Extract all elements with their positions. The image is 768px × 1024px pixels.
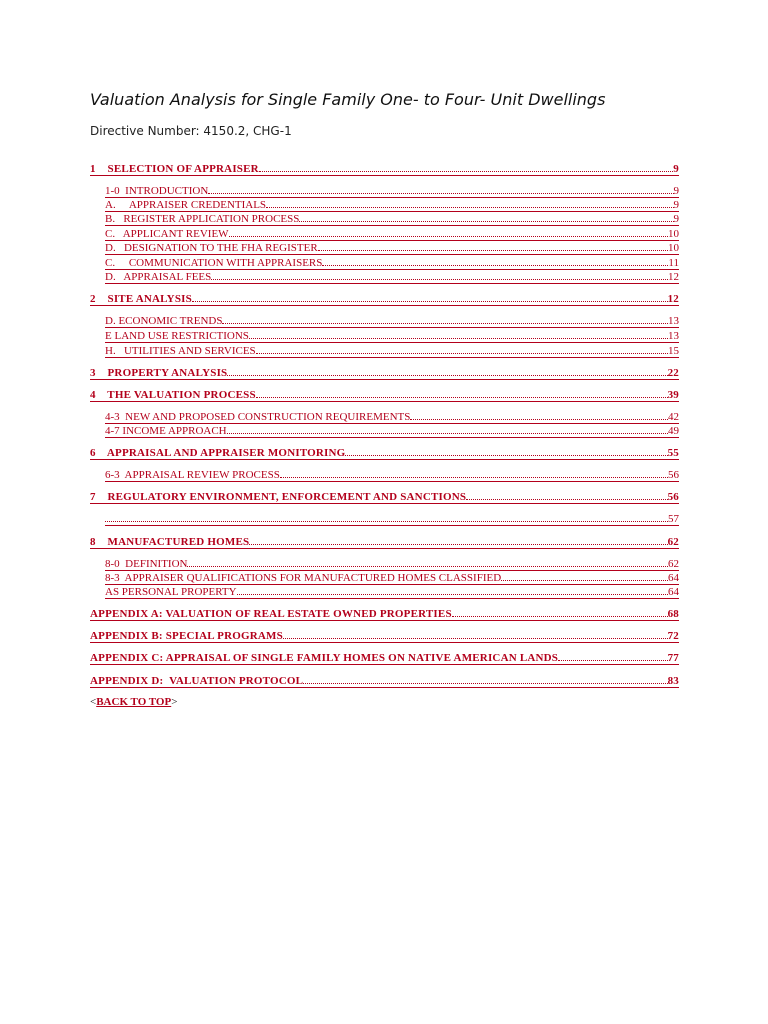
toc-entry-manufactured-homes[interactable]: [90, 535, 679, 549]
toc-leader: [227, 368, 667, 380]
toc-entry-label: APPENDIX C: APPRAISAL OF SINGLE FAMILY HOMES ON NATIVE AMERICAN LANDS: [90, 652, 559, 664]
toc-leader: [318, 243, 668, 255]
toc-entry-page: 9: [673, 213, 679, 225]
toc-leader: [299, 214, 673, 226]
toc-entry-label: 1 SELECTION OF APPRAISER: [90, 163, 259, 175]
toc-entry-economic-trends[interactable]: [105, 314, 679, 328]
toc-entry-communication-with-appraisers[interactable]: [105, 256, 679, 270]
toc-leader: [283, 631, 668, 643]
toc-leader: [227, 426, 668, 438]
toc-entry-page: 13: [668, 315, 679, 327]
toc-entry-appendix-c[interactable]: [90, 651, 679, 665]
toc-leader: [322, 258, 668, 270]
back-to-top-line: [90, 696, 177, 708]
toc-entry-page: 12: [667, 293, 679, 305]
toc-leader: [208, 186, 673, 198]
toc-entry-label: 3 PROPERTY ANALYSIS: [90, 367, 228, 379]
toc-entry-label: 1-0 INTRODUCTION: [105, 185, 209, 197]
toc-entry-page: 56: [668, 469, 679, 481]
toc-leader: [256, 390, 668, 402]
toc-entry-page: 55: [667, 447, 679, 459]
toc-leader: [192, 294, 668, 306]
directive-number: Directive Number: 4150.2, CHG-1: [90, 124, 292, 138]
toc-entry-label: APPENDIX A: VALUATION OF REAL ESTATE OWNED PROPERTIES: [90, 608, 452, 620]
toc-entry-page: 11: [668, 257, 679, 269]
toc-entry-appraiser-credentials[interactable]: [105, 198, 679, 212]
toc-entry-label: 8 MANUFACTURED HOMES: [90, 536, 250, 548]
toc-leader: [249, 331, 668, 343]
toc-entry-label: H. UTILITIES AND SERVICES: [105, 345, 256, 357]
toc-entry-selection-of-appraiser[interactable]: [90, 162, 679, 176]
toc-leader: [266, 200, 673, 212]
toc-entry-page: 9: [673, 199, 679, 211]
toc-entry-appraisal-review-process[interactable]: [105, 468, 679, 482]
toc-entry-page: 9: [673, 163, 679, 175]
toc-entry-label: 4 THE VALUATION PROCESS: [90, 389, 256, 401]
back-to-top-link[interactable]: BACK TO TOP: [96, 696, 172, 708]
toc-entry-designation-fha-register[interactable]: [105, 241, 679, 255]
toc-entry-as-personal-property[interactable]: [105, 585, 679, 599]
toc-entry-page: 15: [668, 345, 679, 357]
toc-entry-label: B. REGISTER APPLICATION PROCESS: [105, 213, 300, 225]
toc-leader: [187, 559, 668, 571]
toc-entry-utilities-and-services[interactable]: [105, 344, 679, 358]
toc-entry-introduction[interactable]: [105, 184, 679, 198]
toc-leader: [105, 514, 668, 526]
toc-entry-appraiser-qualifications[interactable]: [105, 571, 679, 585]
toc-leader: [211, 272, 668, 284]
toc-entry-label: APPENDIX D: VALUATION PROTOCOL: [90, 675, 304, 687]
toc-entry-label: D. APPRAISAL FEES: [105, 271, 212, 283]
toc-entry-page: 13: [668, 330, 679, 342]
toc-leader: [452, 609, 668, 621]
toc-entry-label: 4-7 INCOME APPROACH: [105, 425, 227, 437]
toc-entry-label: 6 APPRAISAL AND APPRAISER MONITORING: [90, 447, 346, 459]
toc-leader: [249, 537, 667, 549]
toc-entry-label: APPENDIX B: SPECIAL PROGRAMS: [90, 630, 283, 642]
toc-entry-page: 57: [668, 513, 679, 525]
toc-leader: [280, 470, 668, 482]
toc-leader: [303, 676, 667, 688]
toc-entry-page: 22: [667, 367, 679, 379]
toc-entry-page: 10: [668, 242, 679, 254]
toc-leader: [501, 573, 668, 585]
toc-entry-page: 9: [673, 185, 679, 197]
toc-entry-page: 68: [667, 608, 679, 620]
toc-entry-appraisal-fees[interactable]: [105, 270, 679, 284]
toc-entry-property-analysis[interactable]: [90, 366, 679, 380]
toc-entry-page: 62: [668, 558, 679, 570]
toc-entry-label: 6-3 APPRAISAL REVIEW PROCESS: [105, 469, 280, 481]
toc-entry-label: C. APPLICANT REVIEW: [105, 228, 229, 240]
toc-entry-label: D. DESIGNATION TO THE FHA REGISTER: [105, 242, 318, 254]
toc-entry-definition[interactable]: [105, 557, 679, 571]
back-open-bracket: <: [90, 696, 97, 708]
toc-entry-page: 10: [668, 228, 679, 240]
toc-entry-site-analysis[interactable]: [90, 292, 679, 306]
toc-leader: [229, 229, 668, 241]
toc-leader: [410, 412, 668, 424]
toc-entry-label: 4-3 NEW AND PROPOSED CONSTRUCTION REQUIREMENTS: [105, 411, 411, 423]
toc-entry-untitled[interactable]: [105, 512, 679, 526]
toc-leader: [345, 448, 667, 460]
toc-entry-page: 12: [668, 271, 679, 283]
toc-leader: [259, 164, 673, 176]
toc-entry-page: 64: [668, 572, 679, 584]
toc-leader: [558, 653, 667, 665]
document-title: Valuation Analysis for Single Family One- to Four- Unit Dwellings: [90, 90, 606, 109]
toc-entry-page: 42: [668, 411, 679, 423]
toc-entry-label: 8-0 DEFINITION: [105, 558, 188, 570]
toc-entry-applicant-review[interactable]: [105, 227, 679, 241]
toc-entry-page: 72: [667, 630, 679, 642]
toc-entry-new-construction-requirements[interactable]: [105, 410, 679, 424]
toc-entry-valuation-process[interactable]: [90, 388, 679, 402]
toc-entry-appendix-d[interactable]: [90, 674, 679, 688]
toc-entry-page: 49: [668, 425, 679, 437]
toc-leader: [256, 346, 668, 358]
toc-entry-land-use-restrictions[interactable]: [105, 329, 679, 343]
toc-entry-label: 2 SITE ANALYSIS: [90, 293, 192, 305]
toc-entry-appraisal-monitoring[interactable]: [90, 446, 679, 460]
toc-entry-label: 8-3 APPRAISER QUALIFICATIONS FOR MANUFACTURED HOMES CLASSIFIED: [105, 572, 502, 584]
toc-entry-label: D. ECONOMIC TRENDS: [105, 315, 223, 327]
toc-entry-label: AS PERSONAL PROPERTY: [105, 586, 237, 598]
back-close-bracket: >: [171, 696, 178, 708]
toc-leader: [237, 587, 668, 599]
toc-entry-label: A. APPRAISER CREDENTIALS: [105, 199, 267, 211]
toc-entry-page: 64: [668, 586, 679, 598]
toc-entry-page: 83: [667, 675, 679, 687]
toc-leader: [222, 316, 668, 328]
toc-entry-page: 39: [667, 389, 679, 401]
toc-entry-page: 77: [667, 652, 679, 664]
toc-entry-label: 7 REGULATORY ENVIRONMENT, ENFORCEMENT AND SANCTIONS: [90, 491, 467, 503]
toc-entry-page: 56: [667, 491, 679, 503]
toc-entry-regulatory-environment[interactable]: [90, 490, 679, 504]
toc-leader: [466, 492, 667, 504]
toc-entry-income-approach[interactable]: [105, 424, 679, 438]
toc-entry-label: E LAND USE RESTRICTIONS: [105, 330, 249, 342]
toc-entry-label: C. COMMUNICATION WITH APPRAISERS: [105, 257, 323, 269]
toc-entry-appendix-b[interactable]: [90, 629, 679, 643]
toc-entry-appendix-a[interactable]: [90, 607, 679, 621]
toc-entry-page: 62: [667, 536, 679, 548]
toc-entry-register-application-process[interactable]: [105, 212, 679, 226]
